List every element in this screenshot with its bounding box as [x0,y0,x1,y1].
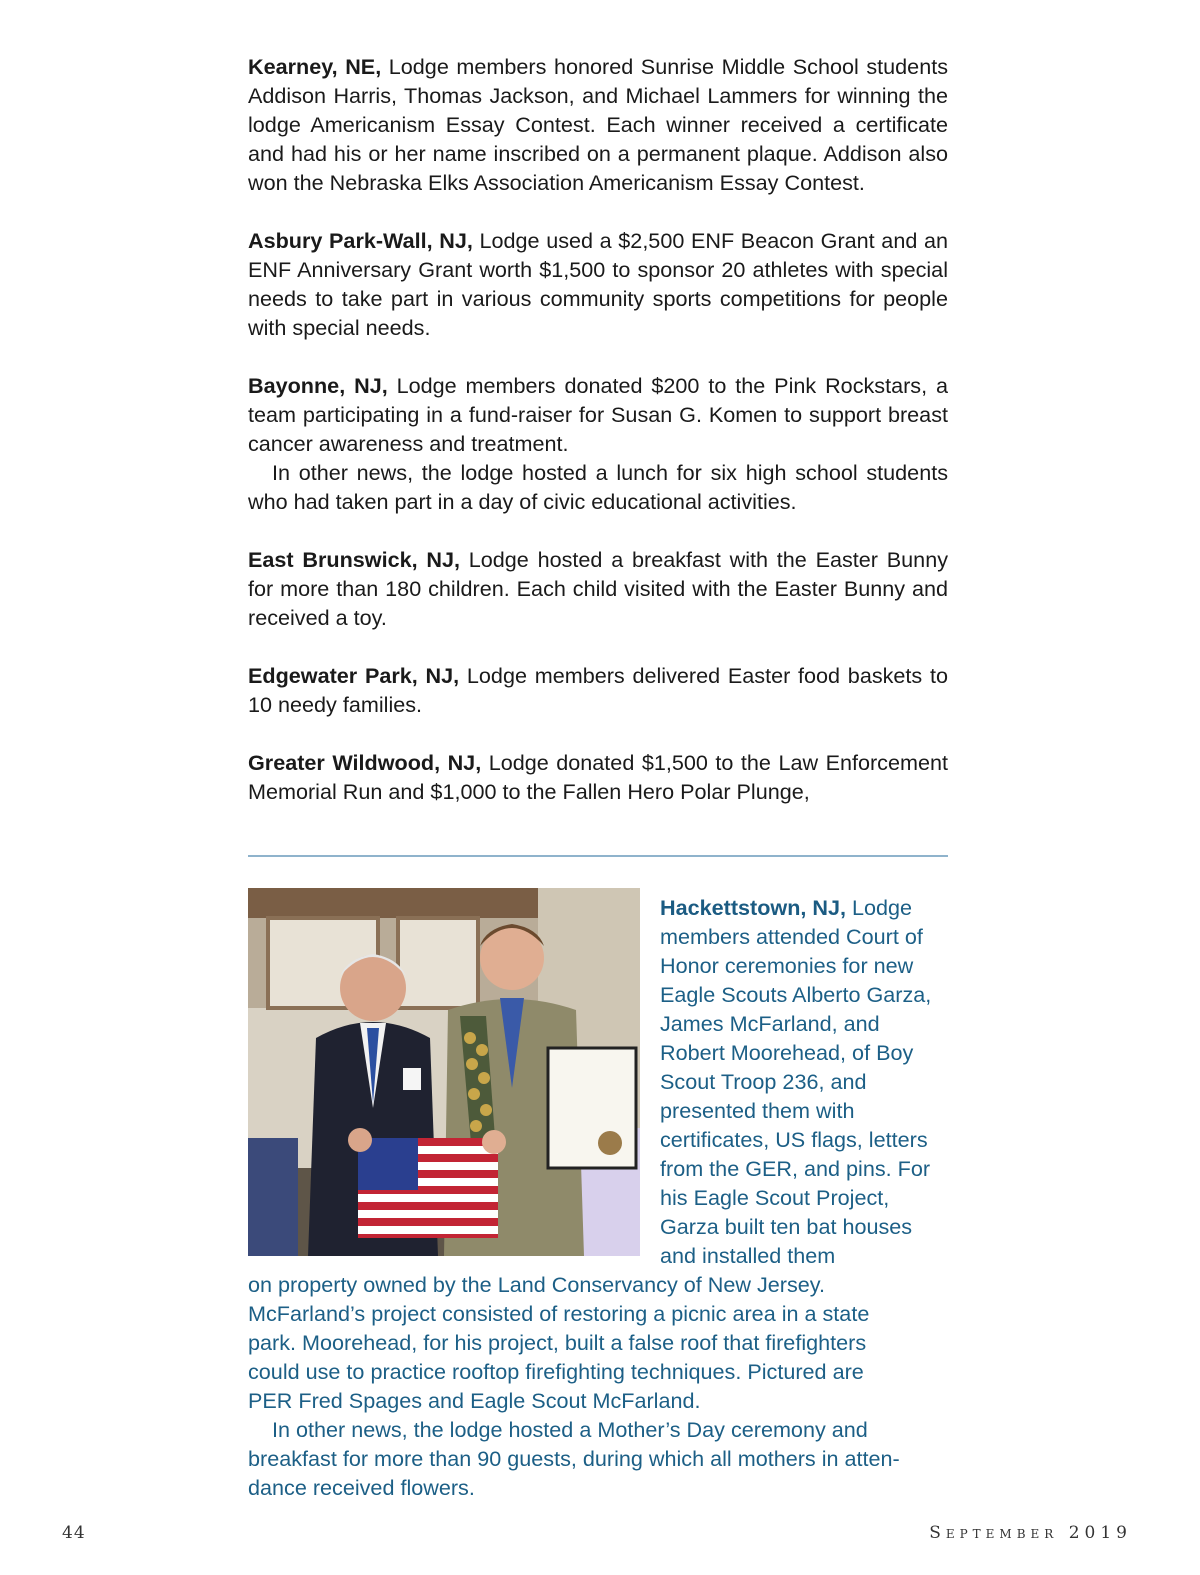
feature-line: park. Moorehead, for his project, built a false roof that firefighters [248,1330,867,1355]
article-kearney [248,52,948,197]
article-lead: Edgewater Park, NJ, [248,663,460,688]
feature-continuation-line: dance received flowers. [248,1475,475,1500]
article-text: Lodge members honored Sunrise Middle School students Addison Harris, Thomas Jackson, and Michael Lammers for winning the lodge Americanism Essay Contest. Each winner received a certificate and had his or her name inscribed on a permanent plaque. Addison also won the Nebraska Elks Association Americanism Essay Contest. [248,54,949,195]
page-number: 44 [62,1523,86,1543]
article-edgewater-park [248,661,948,719]
feature-photo [248,888,640,1256]
article-lead: Bayonne, NJ, [248,373,388,398]
issue-date: September 2019 [929,1523,1132,1543]
feature-lead: Hackettstown, NJ, [660,895,846,920]
article-asbury-park [248,226,948,342]
article-lead: Asbury Park-Wall, NJ, [248,228,473,253]
article-text: Lodge members donated $200 to the Pink Rockstars, a team participating in a fund-raiser for Susan G. Komen to support breast cancer awareness and treatment. [248,373,948,456]
article-continuation: In other news, the lodge hosted a lunch for six high school students who had taken part in a day of civic educational activities. [248,460,948,514]
feature-story-continued [248,1270,948,1502]
article-lead: East Brunswick, NJ, [248,547,460,572]
feature-side-text: Lodge members attended Court of Honor ceremonies for new Eagle Scouts Alberto Garza, James McFarland, and Robert Moorehead, of Boy Scout Troop 236, and presented them with certificates, US flags, letters from the GER, and pins. For his Eagle Scout Project, Garza built ten bat houses and installed them [660,895,932,1268]
article-east-brunswick [248,545,948,632]
article-text: Lodge donated $1,500 to the Law Enforcement Memorial Run and $1,000 to the Fallen Hero Polar Plunge, [248,750,948,804]
section-divider [248,855,948,857]
article-bayonne [248,371,948,516]
feature-line: PER Fred Spages and Eagle Scout McFarland. [248,1388,701,1413]
feature-line: on property owned by the Land Conservancy of New Jersey. [248,1272,825,1297]
feature-continuation-line: breakfast for more than 90 guests, during which all mothers in atten- [248,1446,900,1471]
article-text: Lodge used a $2,500 ENF Beacon Grant and an ENF Anniversary Grant worth $1,500 to sponsor 20 athletes with special needs to take part in various community sports competitions for people with special needs. [248,228,948,340]
article-text: Lodge hosted a breakfast with the Easter Bunny for more than 180 children. Each child visited with the Easter Bunny and received a toy. [248,547,948,630]
article-lead: Kearney, NE, [248,54,382,79]
feature-line: McFarland’s project consisted of restoring a picnic area in a state [248,1301,870,1326]
article-text: Lodge members delivered Easter food baskets to 10 needy families. [248,663,948,717]
article-column [248,52,948,835]
feature-continuation-line: In other news, the lodge hosted a Mother’s Day ceremony and [272,1417,868,1442]
article-lead: Greater Wildwood, NJ, [248,750,482,775]
article-greater-wildwood [248,748,948,806]
feature-line: could use to practice rooftop firefighting techniques. Pictured are [248,1359,864,1384]
feature-story-side [660,893,950,1270]
